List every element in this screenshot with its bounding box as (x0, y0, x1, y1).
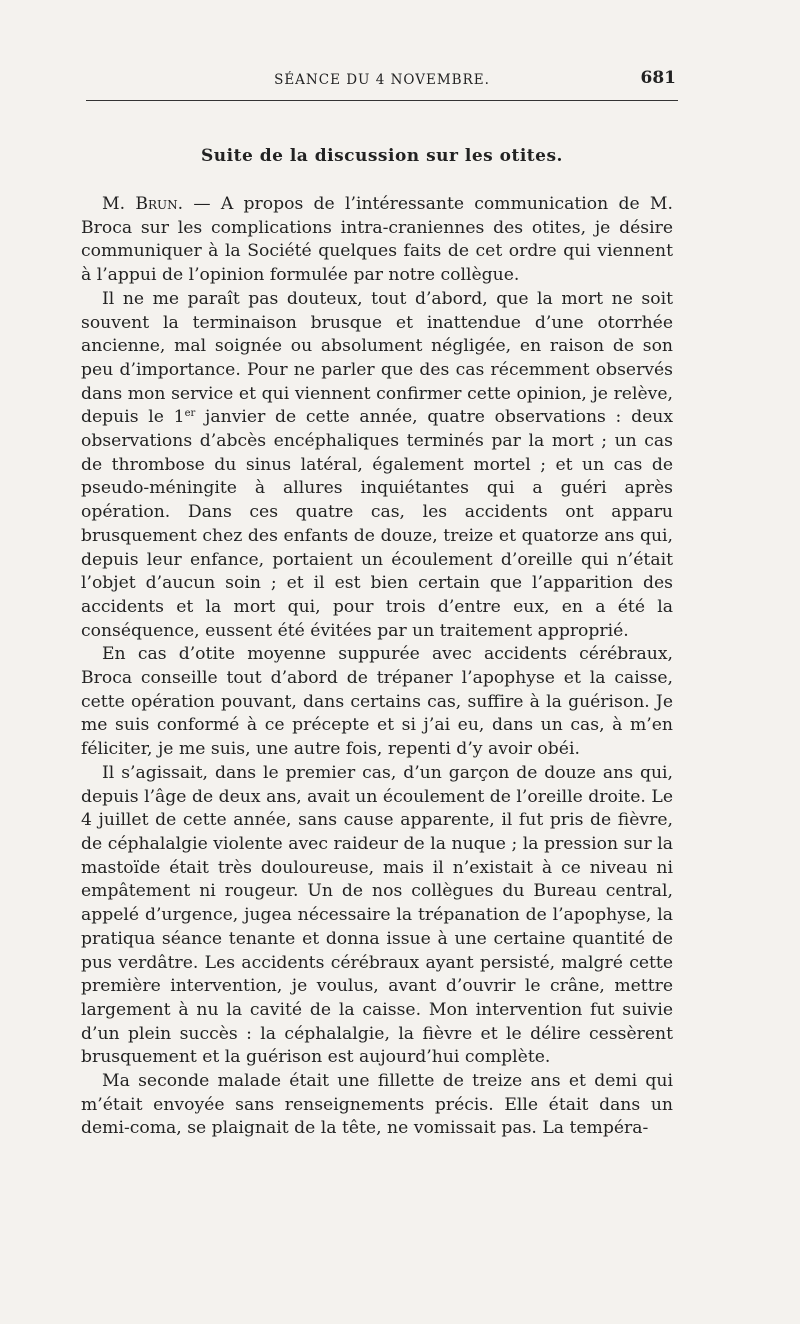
running-title: SÉANCE DU 4 NOVEMBRE. (274, 72, 490, 88)
paragraph-1-text: — A propos de l’intéressante communication de M. Broca sur les complications intra-craniennes des otites, je désire communiquer à la Société quelques faits de cet ordre qui viennent à l’appui de l’opinion formulée par notre collègue. (81, 194, 673, 286)
paragraph-4: Il s’agissait, dans le premier cas, d’un garçon de douze ans qui, depuis l’âge de deux ans, avait un écoulement de l’oreille droite. Le 4 juillet de cette année, sans cause apparente, il fut pris de fièvre, de céphalalgie violente avec raideur de la nuque ; la pression sur la mastoïde était très douloureuse, mais il n’existait à ce niveau ni empâtement ni rougeur. Un de nos collègues du Bureau central, appelé d’urgence, jugea nécessaire la trépanation de l’apophyse, la pratiqua séance tenante et donna issue à une certaine quantité de pus verdâtre. Les accidents cérébraux ayant persisté, malgré cette première intervention, je voulus, avant d’ouvrir le crâne, mettre largement à nu la cavité de la caisse. Mon intervention fut suivie d’un plein succès : la céphalalgie, la fièvre et le délire cessèrent brusquement et la guérison est aujourd’hui complète. (81, 762, 673, 1068)
paragraph-2 (81, 288, 673, 644)
paragraph-2-text-a: Il ne me paraît pas douteux, tout d’abord, que la mort ne soit souvent la terminaison brusque et inattendue d’une otorrhée ancienne, mal soignée ou absolument négligée, en raison de son peu d’importance. Pour ne parler que des cas récemment observés dans mon service et qui viennent confirmer cette opinion, je relève, depuis le 1 (81, 288, 673, 428)
page-number: 681 (640, 68, 676, 88)
section-title: Suite de la discussion sur les otites. (201, 146, 563, 166)
speaker-name: M. Brun. (102, 194, 184, 214)
paragraph-5: Ma seconde malade était une fillette de treize ans et demi qui m’était envoyée sans renseignements précis. Elle était dans un demi-coma, se plaignait de la tête, ne vomissait pas. La tempéra- (81, 1071, 673, 1139)
header-rule (86, 100, 678, 101)
body-text (81, 193, 673, 1141)
paragraph-3: En cas d’otite moyenne suppurée avec accidents cérébraux, Broca conseille tout d’abord de trépaner l’apophyse et la caisse, cette opération pouvant, dans certains cas, suffire à la guérison. Je me suis conformé à ce précepte et si j’ai eu, dans un cas, à m’en féliciter, je me suis, une autre fois, repenti d’y avoir obéi. (81, 644, 673, 760)
paragraph-1 (81, 193, 673, 288)
ordinal-superscript: er (184, 408, 196, 420)
paragraph-2-text-b: janvier de cette année, quatre observations : deux observations d’abcès encéphaliques terminés par la mort ; un cas de thrombose du sinus latéral, également mortel ; et un cas de pseudo-méningite à allures inquiétantes qui a guéri après opération. Dans ces quatre cas, les accidents ont apparu brusquement chez des enfants de douze, treize et quatorze ans qui, depuis leur enfance, portaient un écoulement d’oreille qui n’était l’objet d’aucun soin ; et il est bien certain que l’apparition des accidents et la mort qui, pour trois d’entre eux, en a été la conséquence, eussent été évitées par un traitement approprié. (81, 407, 674, 641)
running-header (88, 64, 676, 94)
